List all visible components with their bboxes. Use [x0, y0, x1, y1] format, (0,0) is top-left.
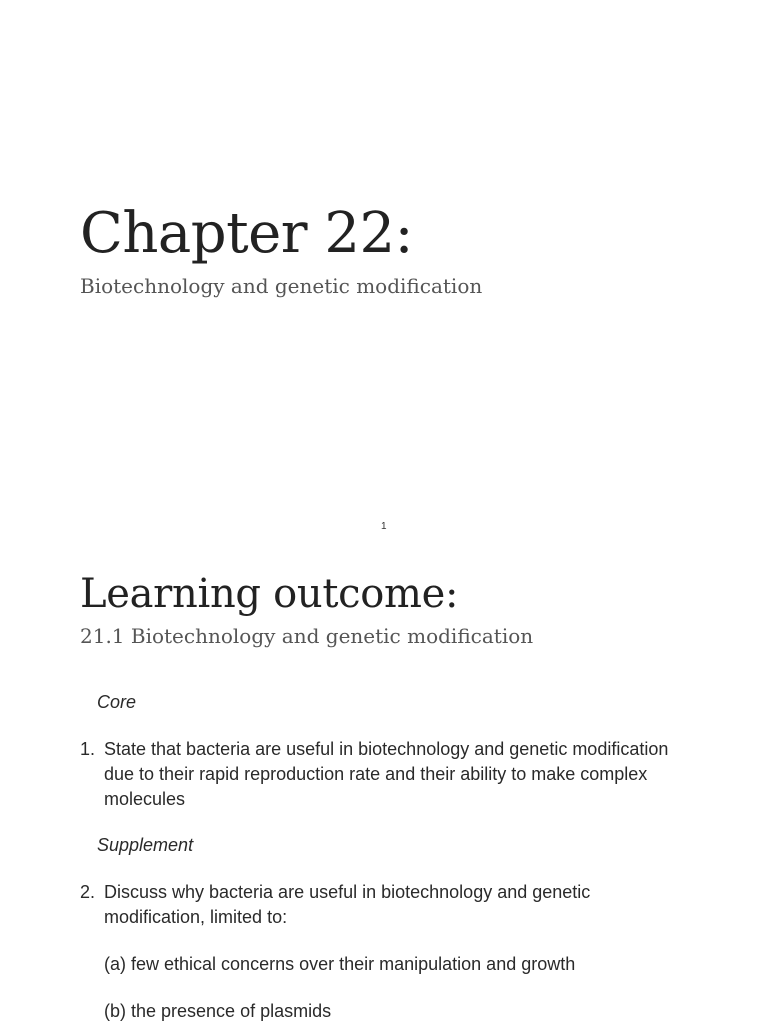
supplement-label: Supplement [97, 835, 194, 855]
sub-list-item: (b) the presence of plasmids [104, 1001, 332, 1021]
list-item-number: 1. [80, 739, 96, 759]
sub-list-item: (a) few ethical concerns over their manipulation and growth [104, 954, 576, 974]
list-item [80, 737, 690, 812]
chapter-title: Chapter 22: [80, 201, 413, 266]
page-number: 1 [381, 521, 387, 532]
list-item-text: Discuss why bacteria are useful in biotechnology and genetic modification, limited to: [104, 882, 591, 927]
list-item [80, 880, 690, 930]
learning-outcome-heading: Learning outcome: [80, 571, 459, 617]
core-label: Core [97, 692, 137, 712]
list-item-number: 2. [80, 882, 96, 902]
learning-outcome-subheading: 21.1 Biotechnology and genetic modification [80, 624, 534, 648]
list-item-text: State that bacteria are useful in biotechnology and genetic modification due to their rapid reproduction rate and their ability to make complex molecules [104, 739, 669, 809]
chapter-subtitle: Biotechnology and genetic modification [80, 274, 483, 298]
